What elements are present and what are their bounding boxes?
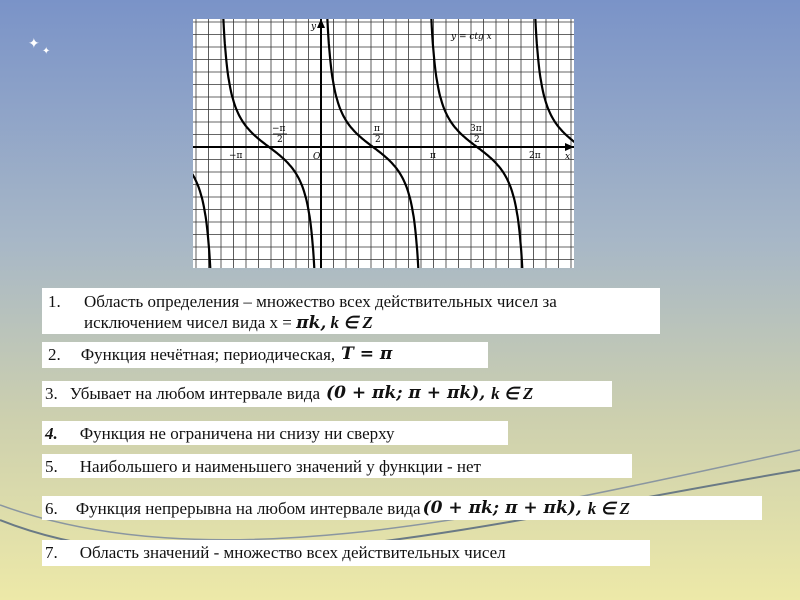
item-number: 5.: [45, 457, 58, 476]
property-math: (0 + πk; π + πk),: [326, 383, 486, 403]
property-suffix: k ∈ Z: [491, 384, 534, 403]
item-number: 4.: [45, 424, 58, 443]
property-math: (0 + πk; π + πk),: [422, 498, 582, 518]
item-number: 6.: [45, 499, 58, 518]
tick-label-pi: π: [430, 151, 436, 161]
asymptote-label-3half-pi: 3π: [470, 124, 482, 134]
origin-label: O: [313, 152, 321, 162]
property-7: [42, 540, 650, 566]
asymptote-label-half-pi: π: [374, 124, 380, 134]
property-text-line2: исключением чисел вида х = πk, k ∈ Z: [84, 313, 373, 333]
property-2: [42, 342, 488, 368]
cotangent-branch: [223, 19, 315, 268]
sparkle-icon: ✦: [42, 46, 51, 57]
property-text: Функция нечётная; периодическая,: [80, 345, 336, 364]
property-text: Функция не ограничена ни снизу ни сверху: [79, 424, 395, 443]
property-suffix: k ∈ Z: [587, 499, 630, 518]
property-text: Наибольшего и наименьшего значений у функции - нет: [79, 457, 481, 476]
property-6: [42, 496, 762, 520]
item-number: 7.: [45, 543, 58, 562]
cotangent-graph: [193, 19, 574, 268]
property-text: Убывает на любом интервале вида: [69, 384, 321, 403]
tick-label-2pi: 2π: [529, 151, 541, 161]
x-axis-label: x: [565, 152, 571, 162]
property-math: T = π: [341, 344, 393, 364]
property-text: Область значений - множество всех действительных чисел: [79, 543, 506, 562]
cotangent-branch: [535, 19, 574, 268]
property-5: [42, 454, 632, 478]
property-4: [42, 421, 508, 445]
item-number: 2.: [48, 345, 61, 364]
sparkle-icon: ✦: [28, 36, 40, 52]
tick-label-neg-pi: −π: [229, 151, 243, 161]
cotangent-branch: [327, 19, 419, 268]
property-text: Область определения – множество всех действительных чисел за: [84, 292, 557, 311]
property-text: Функция непрерывна на любом интервале вида: [75, 499, 421, 518]
property-1: [42, 288, 660, 334]
function-label: y = ctg x: [451, 32, 492, 42]
y-axis-label: y: [311, 22, 317, 32]
svg-text:2: 2: [277, 135, 283, 145]
property-3: [42, 381, 612, 407]
asymptote-label-neg-half-pi: −π: [272, 124, 286, 134]
svg-text:2: 2: [474, 135, 480, 145]
item-number: 1.: [48, 292, 61, 311]
svg-text:2: 2: [375, 135, 381, 145]
item-number: 3.: [45, 384, 58, 403]
